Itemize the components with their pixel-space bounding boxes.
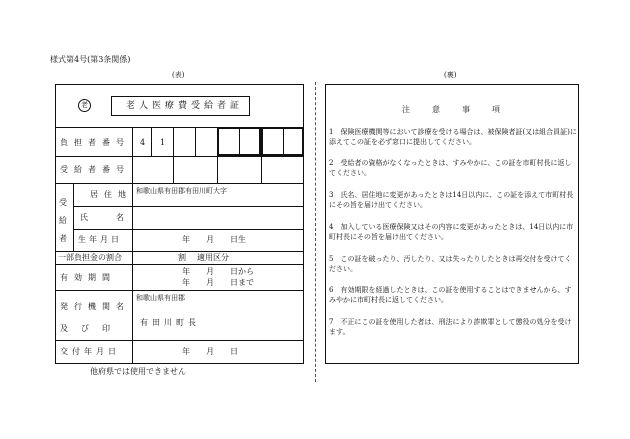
validity-to: 年 月 日まで [182,278,254,287]
card-title: 老人医療費受給者証 [126,101,244,111]
name-label: 氏名 [80,213,152,222]
copay-ratio-label: 一部負担金の割合 [58,253,122,262]
payer-digit-box-b [261,127,304,156]
note-4: 4 加入している医療保険又はその内容に変更があったときは、14日以内に市町村長にその旨を届け出てください。 [329,223,574,241]
payer-number-label: 負担者番号 [60,138,130,147]
note-7: 7 不正にこの証を使用した者は、刑法により詐欺罪として懲役の処分を受けます。 [329,318,572,336]
note-3: 3 氏名、居住地に変更があったときは14日以内に、この証を添えて市町村長にその旨を届け出てください。 [329,191,574,209]
residence-label: 居住地 [90,190,132,199]
recipient-side-label: 受給者 [59,198,67,243]
recipient-number-label: 受給者番号 [60,165,130,174]
issuer-value-1: 和歌山県有田郡 [136,294,185,302]
not-valid-other-prefectures: 他府県では使用できません [90,367,186,376]
birth-date-label: 生年月日 [78,235,122,244]
validity-label: 有効期間 [60,273,116,282]
copay-unit: 割 [178,253,186,262]
issue-date-value: 年 月 日 [182,347,238,356]
validity-from: 年 月 日から [182,267,254,276]
issuer-label-2: 及び印 [60,324,123,333]
issuer-label-1: 発行機関名 [60,302,130,311]
residence-value: 和歌山県有田郡有田川町大字 [136,187,227,195]
note-6: 6 有効期限を経過したときは、この証を使用することはできませんから、すみやかに市町村長に返してください。 [329,286,572,304]
issue-date-label: 交付年月日 [60,347,120,356]
issuer-value-2: 有田川町長 [140,318,200,327]
back-side-label: (裏) [444,71,457,79]
fold-line [315,82,316,382]
elderly-stamp-icon: 老 [78,99,91,112]
note-5: 5 この証を破ったり、汚したり、又は失ったりしたときは再交付を受けてください。 [329,255,572,273]
front-side-label: (表) [172,71,185,79]
payer-digit-1: 4 [140,138,146,147]
form-number-label: 様式第4号(第3条関係) [50,55,131,64]
birth-date-value: 年 月 日生 [182,235,246,244]
payer-digit-2: 1 [160,138,166,147]
note-2: 2 受給者の資格がなくなったときは、すみやかに、この証を市町村長に返してください。 [329,159,572,177]
notes-title: 注意事項 [402,105,522,114]
note-1: 1 保険医療機関等において診療を受ける場合は、被保険者証(又は組合員証)に添えてこの証を必ず窓口に提出してください。 [329,128,577,146]
payer-digit-box-a [217,127,261,156]
copay-class-label: 適用区分 [197,253,229,262]
